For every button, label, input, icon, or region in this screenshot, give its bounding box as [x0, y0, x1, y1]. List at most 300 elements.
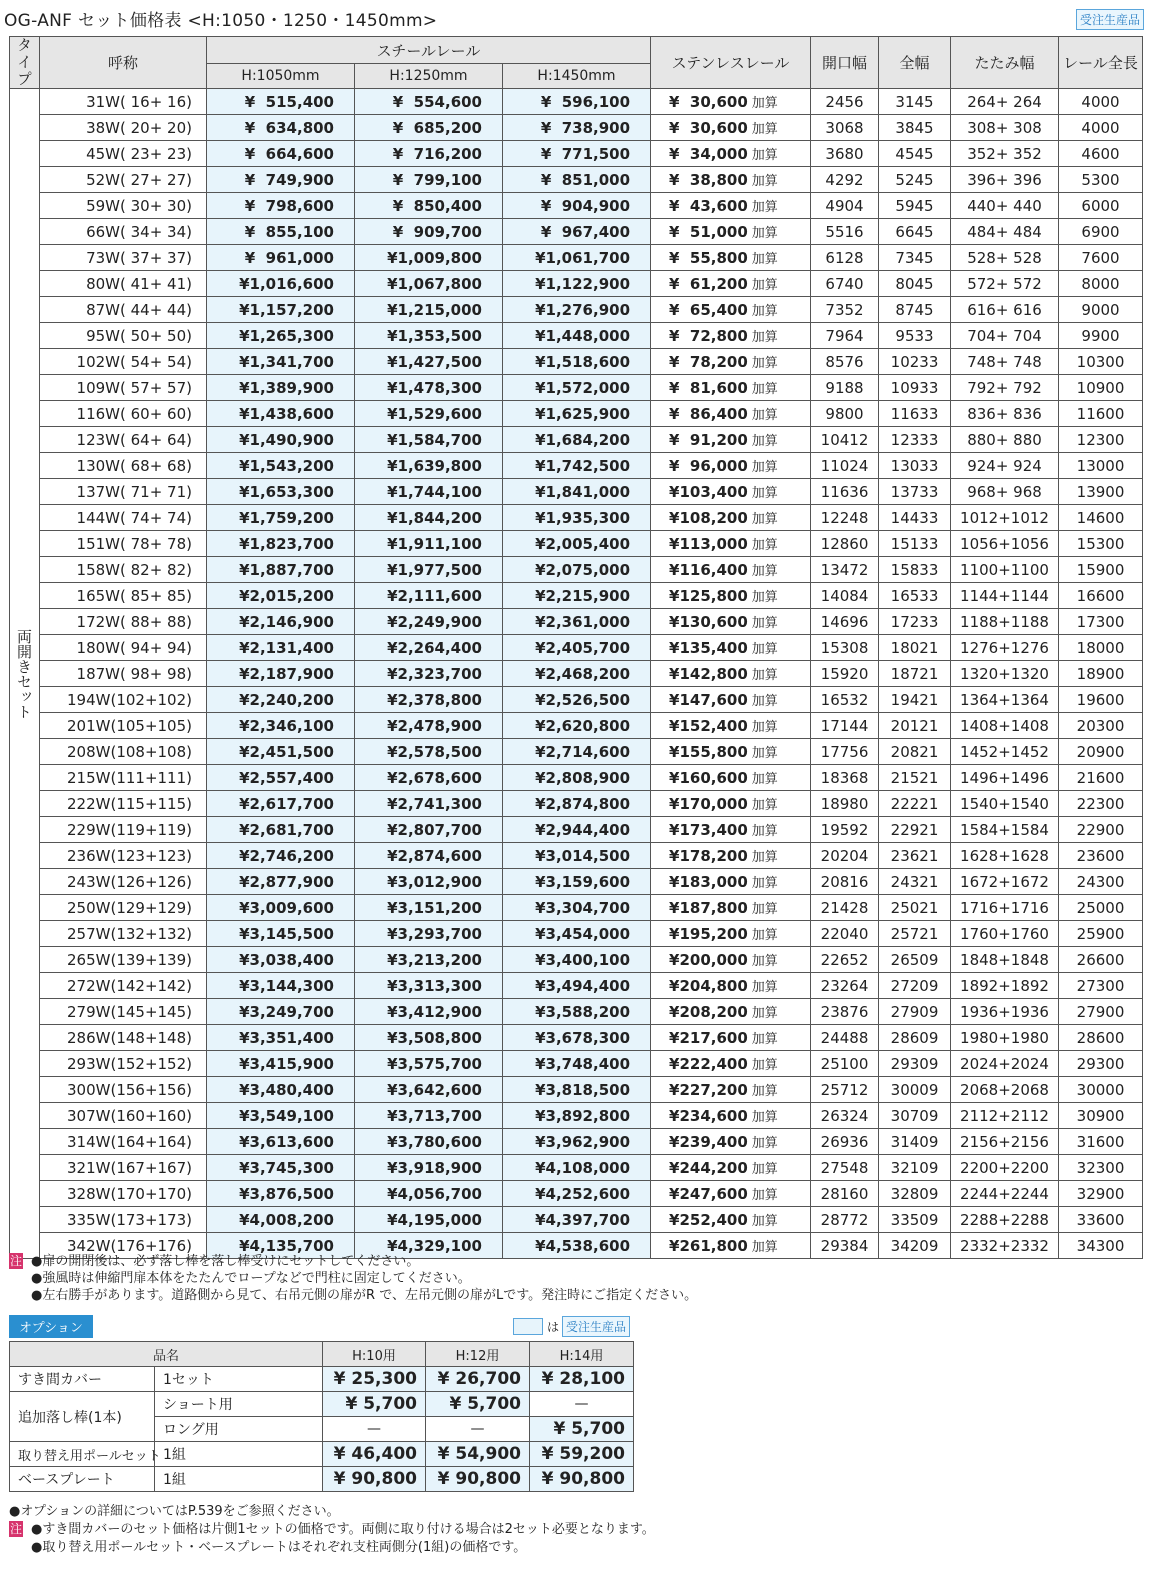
stainless-cell: [651, 921, 811, 947]
price-h1450: ¥1,684,200: [503, 427, 651, 453]
option-table: [9, 1341, 634, 1492]
header-h1250: H:1250mm: [355, 64, 503, 89]
price-h1250: ¥3,780,600: [355, 1129, 503, 1155]
rail-cell: 17300: [1059, 609, 1143, 635]
stainless-price: ¥222,400: [669, 1055, 748, 1073]
price-h1450: ¥3,588,200: [503, 999, 651, 1025]
add-label: 加算: [751, 824, 778, 839]
price-h1450: ¥2,361,000: [503, 609, 651, 635]
stainless-cell: [651, 739, 811, 765]
add-label: 加算: [751, 174, 778, 189]
folded-cell: 2288+2288: [951, 1207, 1059, 1233]
folded-cell: 2024+2024: [951, 1051, 1059, 1077]
name-cell: 222W(115+115): [40, 791, 207, 817]
stainless-price: ¥178,200: [669, 847, 748, 865]
price-h1050: ¥3,145,500: [207, 921, 355, 947]
header-steel: スチールレール: [207, 37, 651, 64]
stainless-price: ¥ 72,800: [669, 327, 748, 345]
price-h1050: ¥3,480,400: [207, 1077, 355, 1103]
name-cell: 59W( 30+ 30): [40, 193, 207, 219]
stainless-cell: [651, 791, 811, 817]
overall-cell: 10933: [879, 375, 951, 401]
price-h1450: ¥2,526,500: [503, 687, 651, 713]
overall-cell: 34209: [879, 1233, 951, 1259]
add-label: 加算: [751, 1032, 778, 1047]
price-h1250: ¥3,412,900: [355, 999, 503, 1025]
table-row: [10, 1025, 1143, 1051]
price-h1450: ¥1,625,900: [503, 401, 651, 427]
table-row: [10, 245, 1143, 271]
add-label: 加算: [751, 928, 778, 943]
table-row: [10, 609, 1143, 635]
stainless-price: ¥ 55,800: [669, 249, 748, 267]
add-label: 加算: [751, 1058, 778, 1073]
price-h1450: ¥1,572,000: [503, 375, 651, 401]
stainless-price: ¥227,200: [669, 1081, 748, 1099]
rail-cell: 15900: [1059, 557, 1143, 583]
table-row: [10, 453, 1143, 479]
add-label: 加算: [751, 720, 778, 735]
add-label: 加算: [751, 148, 778, 163]
name-cell: 335W(173+173): [40, 1207, 207, 1233]
price-h1050: ¥2,146,900: [207, 609, 355, 635]
stainless-cell: [651, 505, 811, 531]
overall-cell: 30709: [879, 1103, 951, 1129]
opt-price: ¥ 5,700: [323, 1392, 426, 1417]
price-h1050: ¥3,351,400: [207, 1025, 355, 1051]
opening-cell: 9188: [811, 375, 879, 401]
add-label: 加算: [751, 590, 778, 605]
opening-cell: 20816: [811, 869, 879, 895]
price-h1450: ¥1,841,000: [503, 479, 651, 505]
name-cell: 342W(176+176): [40, 1233, 207, 1259]
price-h1250: ¥1,009,800: [355, 245, 503, 271]
stainless-cell: [651, 1051, 811, 1077]
name-cell: 137W( 71+ 71): [40, 479, 207, 505]
stainless-cell: [651, 869, 811, 895]
rail-cell: 30000: [1059, 1077, 1143, 1103]
rail-cell: 22900: [1059, 817, 1143, 843]
price-h1250: ¥2,478,900: [355, 713, 503, 739]
price-h1050: ¥3,745,300: [207, 1155, 355, 1181]
opening-cell: 6740: [811, 271, 879, 297]
table-row: [10, 141, 1143, 167]
stainless-cell: [651, 765, 811, 791]
price-h1450: ¥ 851,000: [503, 167, 651, 193]
price-h1450: ¥1,742,500: [503, 453, 651, 479]
folded-cell: 1188+1188: [951, 609, 1059, 635]
stainless-price: ¥195,200: [669, 925, 748, 943]
opt-dash: —: [530, 1392, 634, 1417]
stainless-cell: [651, 375, 811, 401]
header-overall: 全幅: [879, 37, 951, 89]
name-cell: 116W( 60+ 60): [40, 401, 207, 427]
rail-cell: 6000: [1059, 193, 1143, 219]
folded-cell: 352+ 352: [951, 141, 1059, 167]
name-cell: 87W( 44+ 44): [40, 297, 207, 323]
price-h1050: ¥4,135,700: [207, 1233, 355, 1259]
stainless-cell: [651, 115, 811, 141]
folded-cell: 1320+1320: [951, 661, 1059, 687]
table-row: [10, 401, 1143, 427]
add-label: 加算: [751, 746, 778, 761]
price-h1250: ¥3,642,600: [355, 1077, 503, 1103]
price-h1250: ¥3,012,900: [355, 869, 503, 895]
price-h1050: ¥2,346,100: [207, 713, 355, 739]
price-h1450: ¥3,892,800: [503, 1103, 651, 1129]
note-badge: 注: [9, 1254, 22, 1268]
price-h1050: ¥3,038,400: [207, 947, 355, 973]
rail-cell: 8000: [1059, 271, 1143, 297]
rail-cell: 21600: [1059, 765, 1143, 791]
price-h1050: ¥ 664,600: [207, 141, 355, 167]
price-h1450: ¥1,061,700: [503, 245, 651, 271]
stainless-price: ¥103,400: [669, 483, 748, 501]
rail-cell: 11600: [1059, 401, 1143, 427]
opt-price: ¥ 90,800: [426, 1467, 530, 1492]
option-label: オプション: [9, 1315, 93, 1338]
overall-cell: 7345: [879, 245, 951, 271]
add-label: 加算: [751, 1006, 778, 1021]
name-cell: 279W(145+145): [40, 999, 207, 1025]
stainless-cell: [651, 1103, 811, 1129]
opt-price: ¥ 54,900: [426, 1442, 530, 1467]
name-cell: 130W( 68+ 68): [40, 453, 207, 479]
add-label: 加算: [751, 226, 778, 241]
price-h1250: ¥2,249,900: [355, 609, 503, 635]
stainless-cell: [651, 219, 811, 245]
folded-cell: 396+ 396: [951, 167, 1059, 193]
opening-cell: 26324: [811, 1103, 879, 1129]
price-h1250: ¥1,353,500: [355, 323, 503, 349]
table-row: [10, 349, 1143, 375]
opening-cell: 10412: [811, 427, 879, 453]
name-cell: 208W(108+108): [40, 739, 207, 765]
price-h1250: ¥3,313,300: [355, 973, 503, 999]
rail-cell: 24300: [1059, 869, 1143, 895]
add-label: 加算: [751, 1084, 778, 1099]
overall-cell: 27209: [879, 973, 951, 999]
folded-cell: 968+ 968: [951, 479, 1059, 505]
opt-header-h10: H:10用: [323, 1342, 426, 1367]
stainless-price: ¥160,600: [669, 769, 748, 787]
folded-cell: 440+ 440: [951, 193, 1059, 219]
name-cell: 300W(156+156): [40, 1077, 207, 1103]
rail-cell: 32900: [1059, 1181, 1143, 1207]
stainless-cell: [651, 167, 811, 193]
opt-sub: 1組: [155, 1442, 323, 1467]
opening-cell: 6128: [811, 245, 879, 271]
stainless-price: ¥152,400: [669, 717, 748, 735]
opening-cell: 15308: [811, 635, 879, 661]
price-h1050: ¥2,240,200: [207, 687, 355, 713]
stainless-cell: [651, 713, 811, 739]
table-row: [10, 1207, 1143, 1233]
overall-cell: 14433: [879, 505, 951, 531]
price-h1250: ¥4,329,100: [355, 1233, 503, 1259]
rail-cell: 9000: [1059, 297, 1143, 323]
opening-cell: 7964: [811, 323, 879, 349]
folded-cell: 2332+2332: [951, 1233, 1059, 1259]
table-row: [10, 375, 1143, 401]
opening-cell: 13472: [811, 557, 879, 583]
overall-cell: 15133: [879, 531, 951, 557]
price-h1250: ¥1,427,500: [355, 349, 503, 375]
price-h1250: ¥1,844,200: [355, 505, 503, 531]
opt-price: ¥ 25,300: [323, 1367, 426, 1392]
name-cell: 314W(164+164): [40, 1129, 207, 1155]
stainless-cell: [651, 609, 811, 635]
opt-header-item: 品名: [10, 1342, 323, 1367]
price-h1250: ¥1,977,500: [355, 557, 503, 583]
price-h1250: ¥3,508,800: [355, 1025, 503, 1051]
stainless-cell: [651, 89, 811, 115]
opt-header-h14: H:14用: [530, 1342, 634, 1367]
price-h1250: ¥ 685,200: [355, 115, 503, 141]
stainless-cell: [651, 531, 811, 557]
header-stainless: ステンレスレール: [651, 37, 811, 89]
rail-cell: 20300: [1059, 713, 1143, 739]
add-label: 加算: [751, 382, 778, 397]
name-cell: 158W( 82+ 82): [40, 557, 207, 583]
name-cell: 243W(126+126): [40, 869, 207, 895]
overall-cell: 22921: [879, 817, 951, 843]
add-label: 加算: [751, 772, 778, 787]
overall-cell: 8045: [879, 271, 951, 297]
price-h1250: ¥3,713,700: [355, 1103, 503, 1129]
stainless-price: ¥113,000: [669, 535, 748, 553]
price-h1450: ¥ 904,900: [503, 193, 651, 219]
price-h1250: ¥1,067,800: [355, 271, 503, 297]
folded-cell: 748+ 748: [951, 349, 1059, 375]
stainless-price: ¥183,000: [669, 873, 748, 891]
add-label: 加算: [751, 434, 778, 449]
price-h1250: ¥2,807,700: [355, 817, 503, 843]
name-cell: 123W( 64+ 64): [40, 427, 207, 453]
stainless-price: ¥130,600: [669, 613, 748, 631]
table-row: [10, 713, 1143, 739]
stainless-cell: [651, 973, 811, 999]
add-label: 加算: [751, 512, 778, 527]
add-label: 加算: [751, 408, 778, 423]
price-h1050: ¥ 798,600: [207, 193, 355, 219]
opening-cell: 17144: [811, 713, 879, 739]
add-label: 加算: [751, 980, 778, 995]
note-line: ●強風時は伸縮門扉本体をたたんでロープなどで門柱に固定してください。: [31, 1271, 471, 1286]
opt-name: 取り替え用ポールセット: [10, 1442, 155, 1467]
rail-cell: 23600: [1059, 843, 1143, 869]
opening-cell: 11024: [811, 453, 879, 479]
price-h1250: ¥3,575,700: [355, 1051, 503, 1077]
price-h1050: ¥ 855,100: [207, 219, 355, 245]
page-title: OG-ANF セット価格表 <H:1050・1250・1450mm>: [4, 11, 438, 31]
opening-cell: 25100: [811, 1051, 879, 1077]
stainless-price: ¥135,400: [669, 639, 748, 657]
notes2-block: [9, 1503, 655, 1557]
price-h1050: ¥1,543,200: [207, 453, 355, 479]
overall-cell: 23621: [879, 843, 951, 869]
add-label: 加算: [751, 486, 778, 501]
opening-cell: 9800: [811, 401, 879, 427]
rail-cell: 34300: [1059, 1233, 1143, 1259]
stainless-cell: [651, 843, 811, 869]
price-h1050: ¥4,008,200: [207, 1207, 355, 1233]
name-cell: 307W(160+160): [40, 1103, 207, 1129]
stainless-price: ¥ 61,200: [669, 275, 748, 293]
price-h1450: ¥2,005,400: [503, 531, 651, 557]
opening-cell: 12248: [811, 505, 879, 531]
opening-cell: 2456: [811, 89, 879, 115]
price-h1450: ¥ 771,500: [503, 141, 651, 167]
notes-block: [9, 1253, 697, 1304]
price-h1250: ¥1,215,000: [355, 297, 503, 323]
price-h1250: ¥3,151,200: [355, 895, 503, 921]
stainless-cell: [651, 583, 811, 609]
rail-cell: 4600: [1059, 141, 1143, 167]
folded-cell: 836+ 836: [951, 401, 1059, 427]
opt-dash: —: [426, 1417, 530, 1442]
opening-cell: 26936: [811, 1129, 879, 1155]
stainless-price: ¥ 86,400: [669, 405, 748, 423]
folded-cell: 1012+1012: [951, 505, 1059, 531]
overall-cell: 13733: [879, 479, 951, 505]
folded-cell: 264+ 264: [951, 89, 1059, 115]
add-label: 加算: [751, 200, 778, 215]
table-row: [10, 1051, 1143, 1077]
overall-cell: 16533: [879, 583, 951, 609]
price-h1050: ¥1,653,300: [207, 479, 355, 505]
opening-cell: 14084: [811, 583, 879, 609]
price-h1050: ¥2,187,900: [207, 661, 355, 687]
name-cell: 95W( 50+ 50): [40, 323, 207, 349]
price-h1450: ¥1,935,300: [503, 505, 651, 531]
price-h1050: ¥1,759,200: [207, 505, 355, 531]
table-row: [10, 999, 1143, 1025]
stainless-cell: [651, 427, 811, 453]
price-h1450: ¥ 738,900: [503, 115, 651, 141]
table-row: [10, 557, 1143, 583]
rail-cell: 16600: [1059, 583, 1143, 609]
opening-cell: 27548: [811, 1155, 879, 1181]
overall-cell: 28609: [879, 1025, 951, 1051]
table-row: [10, 583, 1143, 609]
price-h1450: ¥3,494,400: [503, 973, 651, 999]
name-cell: 265W(139+139): [40, 947, 207, 973]
price-h1450: ¥2,944,400: [503, 817, 651, 843]
opening-cell: 25712: [811, 1077, 879, 1103]
stainless-cell: [651, 245, 811, 271]
opening-cell: 28160: [811, 1181, 879, 1207]
stainless-price: ¥261,800: [669, 1237, 748, 1255]
type-cell: 両開きセット: [10, 89, 40, 1259]
name-cell: 272W(142+142): [40, 973, 207, 999]
header-folded: たたみ幅: [951, 37, 1059, 89]
folded-cell: 2200+2200: [951, 1155, 1059, 1181]
stainless-price: ¥155,800: [669, 743, 748, 761]
price-h1050: ¥3,415,900: [207, 1051, 355, 1077]
opening-cell: 16532: [811, 687, 879, 713]
price-h1250: ¥ 716,200: [355, 141, 503, 167]
table-row: [10, 271, 1143, 297]
stainless-price: ¥ 30,600: [669, 119, 748, 137]
add-label: 加算: [751, 1188, 778, 1203]
table-row: [10, 1103, 1143, 1129]
price-h1250: ¥1,911,100: [355, 531, 503, 557]
price-h1450: ¥3,400,100: [503, 947, 651, 973]
rail-cell: 14600: [1059, 505, 1143, 531]
opening-cell: 3680: [811, 141, 879, 167]
stainless-cell: [651, 349, 811, 375]
add-label: 加算: [751, 330, 778, 345]
price-h1050: ¥2,451,500: [207, 739, 355, 765]
rail-cell: 33600: [1059, 1207, 1143, 1233]
note-badge: 注: [9, 1522, 22, 1536]
table-row: [10, 947, 1143, 973]
opening-cell: 7352: [811, 297, 879, 323]
stainless-cell: [651, 323, 811, 349]
stainless-cell: [651, 271, 811, 297]
opt-price: ¥ 90,800: [530, 1467, 634, 1492]
stainless-cell: [651, 479, 811, 505]
table-row: [10, 869, 1143, 895]
add-label: 加算: [751, 1162, 778, 1177]
price-h1450: ¥3,678,300: [503, 1025, 651, 1051]
overall-cell: 26509: [879, 947, 951, 973]
folded-cell: 1540+1540: [951, 791, 1059, 817]
opt-sub: ショート用: [155, 1392, 323, 1417]
add-label: 加算: [751, 902, 778, 917]
stainless-price: ¥108,200: [669, 509, 748, 527]
legend: [513, 1316, 630, 1337]
table-row: [10, 167, 1143, 193]
stainless-cell: [651, 297, 811, 323]
rail-cell: 15300: [1059, 531, 1143, 557]
name-cell: 38W( 20+ 20): [40, 115, 207, 141]
add-label: 加算: [751, 278, 778, 293]
add-label: 加算: [751, 694, 778, 709]
folded-cell: 1144+1144: [951, 583, 1059, 609]
header-name: 呼称: [40, 37, 207, 89]
price-h1450: ¥4,397,700: [503, 1207, 651, 1233]
price-h1250: ¥3,293,700: [355, 921, 503, 947]
opening-cell: 29384: [811, 1233, 879, 1259]
add-label: 加算: [751, 1240, 778, 1255]
stainless-price: ¥217,600: [669, 1029, 748, 1047]
opening-cell: 24488: [811, 1025, 879, 1051]
folded-cell: 1760+1760: [951, 921, 1059, 947]
name-cell: 102W( 54+ 54): [40, 349, 207, 375]
price-h1250: ¥1,744,100: [355, 479, 503, 505]
stainless-cell: [651, 947, 811, 973]
table-row: [10, 1181, 1143, 1207]
overall-cell: 32809: [879, 1181, 951, 1207]
opening-cell: 3068: [811, 115, 879, 141]
table-row: [10, 1155, 1143, 1181]
folded-cell: 2112+2112: [951, 1103, 1059, 1129]
price-h1250: ¥ 554,600: [355, 89, 503, 115]
price-h1450: ¥1,448,000: [503, 323, 651, 349]
add-label: 加算: [751, 564, 778, 579]
price-h1050: ¥1,341,700: [207, 349, 355, 375]
stainless-cell: [651, 453, 811, 479]
folded-cell: 792+ 792: [951, 375, 1059, 401]
price-h1250: ¥4,056,700: [355, 1181, 503, 1207]
rail-cell: 25000: [1059, 895, 1143, 921]
price-h1250: ¥2,678,600: [355, 765, 503, 791]
price-h1050: ¥3,876,500: [207, 1181, 355, 1207]
stainless-price: ¥ 65,400: [669, 301, 748, 319]
table-row: [10, 115, 1143, 141]
